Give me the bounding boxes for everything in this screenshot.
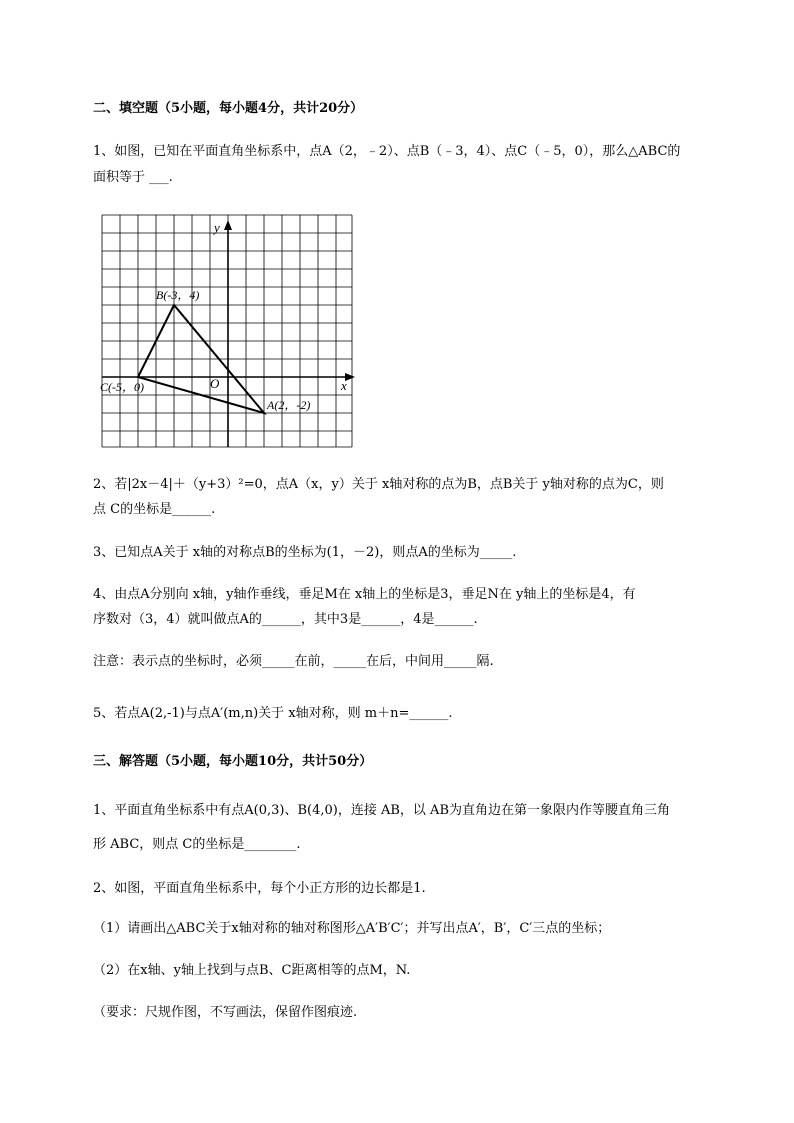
question-2-4-note: 注意：表示点的坐标时，必须_____在前，_____在后，中间用_____隔.	[93, 654, 494, 669]
question-3-2-part-2: （2）在x轴、y轴上找到与点B、C距离相等的点M，N.	[93, 963, 411, 978]
question-2-1-line-1: 1、如图，已知在平面直角坐标系中，点A（2，﹣2）、点B（﹣3，4）、点C（﹣5，0），那么△ABC的	[93, 144, 681, 159]
section-3-heading: 三、解答题（5小题，每小题10分，共计50分）	[93, 754, 373, 769]
point-c-label: C(-5，0)	[100, 380, 144, 394]
question-3-1-line-1: 1、平面直角坐标系中有点A(0,3)、B(4,0)，连接 AB，以 AB为直角边在第一象限内作等腰直角三角	[93, 803, 670, 818]
question-3-2-line-1: 2、如图，平面直角坐标系中，每个小正方形的边长都是1.	[93, 881, 426, 896]
point-b-label: B(-3，4)	[156, 288, 200, 302]
question-3-2-requirement: （要求：尺规作图，不写画法，保留作图痕迹.	[93, 1005, 358, 1020]
question-2-5: 5、若点A(2,-1)与点A′(m,n)关于 x轴对称，则 m＋n=______.	[93, 706, 453, 721]
question-3-2-part-1: （1）请画出△ABC关于x轴对称的轴对称图形△A′B′C′；并写出点A′，B′，C′三点的坐标；	[93, 921, 611, 936]
point-a-label: A(2，-2)	[267, 398, 311, 412]
y-axis-arrow-icon	[224, 220, 232, 230]
origin-label: O	[210, 376, 220, 391]
y-axis-label: y	[214, 220, 220, 235]
question-2-2-line-1: 2、若|2x－4|＋（y+3）²=0，点A（x，y）关于 x轴对称的点为B，点B关于 y轴对称的点为C，则	[93, 477, 664, 492]
x-axis-label: x	[341, 378, 347, 393]
question-3-1-line-2: 形 ABC，则点 C的坐标是________.	[93, 837, 301, 852]
grid-lines	[102, 215, 352, 447]
question-2-4-line-2: 序数对（3，4）就叫做点A的______，其中3是______，4是______.	[93, 612, 478, 627]
question-2-1-line-2: 面积等于 ___.	[93, 170, 173, 185]
question-2-3: 3、已知点A关于 x轴的对称点B的坐标为(1，－2)，则点A的坐标为_____.	[93, 545, 517, 560]
question-2-4-line-1: 4、由点A分别向 x轴，y轴作垂线，垂足M在 x轴上的坐标是3，垂足N在 y轴上的坐标是4，有	[93, 587, 636, 602]
section-2-heading: 二、填空题（5小题，每小题4分，共计20分）	[93, 101, 364, 116]
coordinate-grid-figure	[97, 210, 357, 450]
question-2-2-line-2: 点 C的坐标是______.	[93, 502, 216, 517]
